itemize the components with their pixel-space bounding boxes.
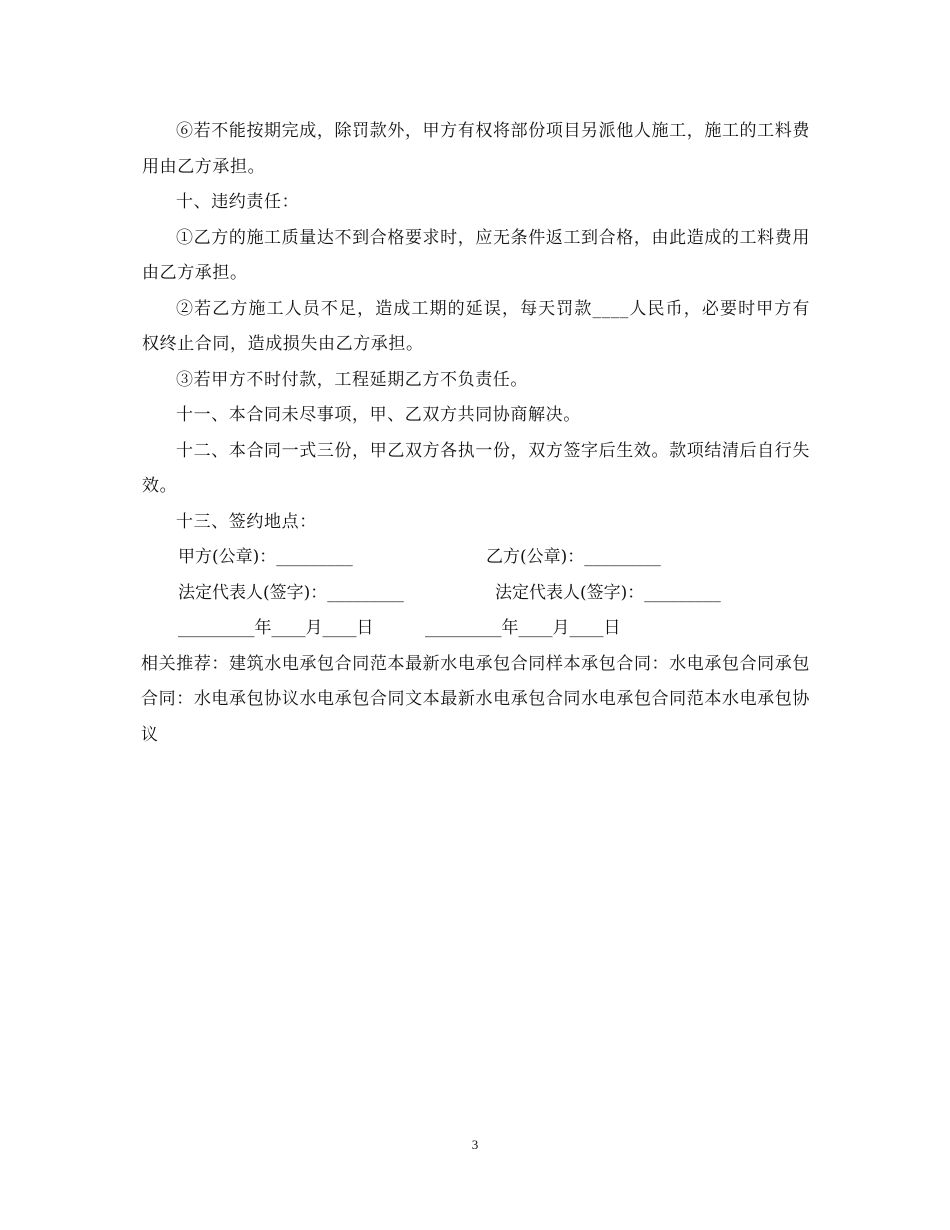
party-a-seal-field: 甲方(公章)：_________ bbox=[178, 547, 353, 567]
date-row bbox=[142, 611, 810, 647]
party-b-seal-field: 乙方(公章)：_________ bbox=[486, 547, 661, 567]
seal-row bbox=[142, 540, 810, 576]
clause-6-text: ⑥若不能按期完成，除罚款外，甲方有权将部份项目另派他人施工，施工的工料费用由乙方承担。 bbox=[142, 121, 810, 177]
breach-clause-1: ①乙方的施工质量达不到合格要求时，应无条件返工到合格，由此造成的工料费用由乙方承担。 bbox=[142, 227, 810, 283]
section-13-heading: 十三、签约地点： bbox=[176, 511, 317, 532]
breach-clause-2: ②若乙方施工人员不足，造成工期的延误，每天罚款____人民币，必要时甲方有权终止合同，造成损失由乙方承担。 bbox=[142, 298, 810, 354]
section-10-heading: 十、违约责任： bbox=[176, 192, 300, 212]
party-b-date-field: _________年____月____日 bbox=[425, 618, 621, 638]
related-recommendations: 相关推荐：建筑水电承包合同范本最新水电承包合同样本承包合同：水电承包合同承包合同：水电承包协议水电承包合同文本最新水电承包合同水电承包合同范本水电承包协议 bbox=[141, 653, 810, 745]
breach-clause-3: ③若甲方不时付款，工程延期乙方不负责任。 bbox=[176, 369, 528, 390]
section-11-text: 十一、本合同未尽事项，甲、乙双方共同协商解决。 bbox=[176, 405, 581, 425]
representative-row bbox=[142, 576, 810, 612]
party-a-date-field: _________年____月____日 bbox=[178, 618, 374, 638]
party-b-representative-field: 法定代表人(签字)：_________ bbox=[495, 582, 721, 603]
section-12-text: 十二、本合同一式三份，甲乙双方各执一份，双方签字后生效。款项结清后自行失效。 bbox=[142, 440, 810, 496]
party-a-representative-field: 法定代表人(签字)：_________ bbox=[178, 582, 404, 603]
document-body bbox=[142, 114, 810, 753]
page-number: 3 bbox=[471, 1137, 479, 1152]
